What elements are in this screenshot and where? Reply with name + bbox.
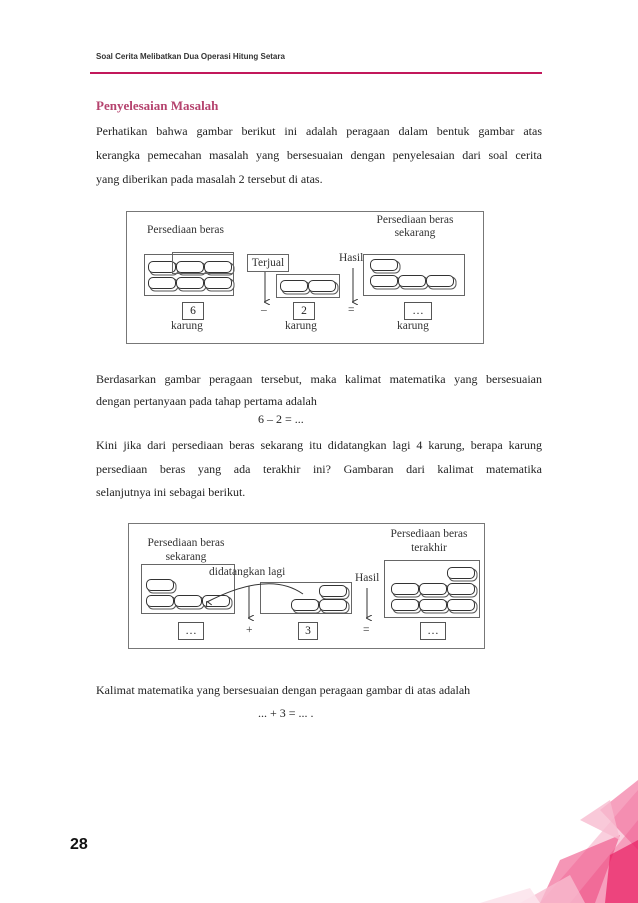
fig2-label-current-line2: sekarang — [165, 551, 207, 563]
intro-line-3: yang diberikan pada masalah 2 tersebut di atas. — [96, 172, 323, 186]
fig2-op-equals: = — [363, 624, 370, 636]
equation-1: 6 – 2 = ... — [258, 412, 304, 426]
fig2-box-added: 3 — [298, 622, 318, 640]
running-header: Soal Cerita Melibatkan Dua Operasi Hitung Setara — [96, 52, 285, 61]
fig2-result-label: Hasil — [355, 572, 380, 584]
para3-line-2: persediaan beras yang ada terakhir ini? Gambaran dari kalimat matematika — [96, 462, 542, 476]
fig1-box-initial: 6 — [182, 302, 204, 320]
fig2-label-current-line1: Persediaan beras — [147, 537, 225, 549]
fig1-unit-result: karung — [397, 320, 429, 332]
fig1-label-current-line1: Persediaan beras — [376, 214, 454, 226]
page-number: 28 — [70, 836, 88, 853]
figure-1 — [126, 211, 484, 344]
fig2-op-plus: + — [246, 624, 253, 636]
fig2-box-current: … — [178, 622, 204, 640]
fig2-label-final-line2: terakhir — [411, 542, 447, 554]
fig1-unit-initial: karung — [171, 320, 203, 332]
intro-line-1: Perhatikan bahwa gambar berikut ini adalah peragaan dalam bentuk gambar atas — [96, 124, 542, 138]
intro-line-2: kerangka pemecahan masalah yang bersesuaian dengan penyelesaian dari soal cerita — [96, 148, 542, 162]
header-rule — [90, 72, 542, 74]
para3-line-3: selanjutnya ini sebagai berikut. — [96, 485, 246, 499]
para3-line-1: Kini jika dari persediaan beras sekarang itu didatangkan lagi 4 karung, berapa karung — [96, 438, 542, 452]
para4: Kalimat matematika yang bersesuaian dengan peragaan gambar di atas adalah — [96, 683, 471, 697]
fig1-unit-sold: karung — [285, 320, 317, 332]
equation-2: ... + 3 = ... . — [258, 706, 314, 720]
fig1-box-result: … — [404, 302, 432, 320]
fig1-op-minus: – — [261, 304, 267, 316]
figure-2 — [128, 523, 485, 649]
fig1-box-sold: 2 — [293, 302, 315, 320]
fig2-added-label: didatangkan lagi — [209, 566, 286, 578]
fig1-sold-label: Terjual — [247, 254, 289, 272]
fig1-op-equals: = — [348, 304, 355, 316]
section-title: Penyelesaian Masalah — [96, 98, 219, 113]
fig2-label-final-line1: Persediaan beras — [390, 528, 468, 540]
para2-line-2: dengan pertanyaan pada tahap pertama adalah — [96, 394, 317, 408]
para2-line-1: Berdasarkan gambar peragaan tersebut, maka kalimat matematika yang bersesuaian — [96, 372, 542, 386]
fig1-label-current-line2: sekarang — [394, 227, 436, 239]
fig2-arrow-added — [207, 584, 303, 602]
decorative-corner-graphic — [420, 780, 638, 903]
fig2-box-result: … — [420, 622, 446, 640]
fig1-label-stock: Persediaan beras — [147, 224, 224, 236]
fig1-result-label: Hasil — [339, 252, 364, 264]
